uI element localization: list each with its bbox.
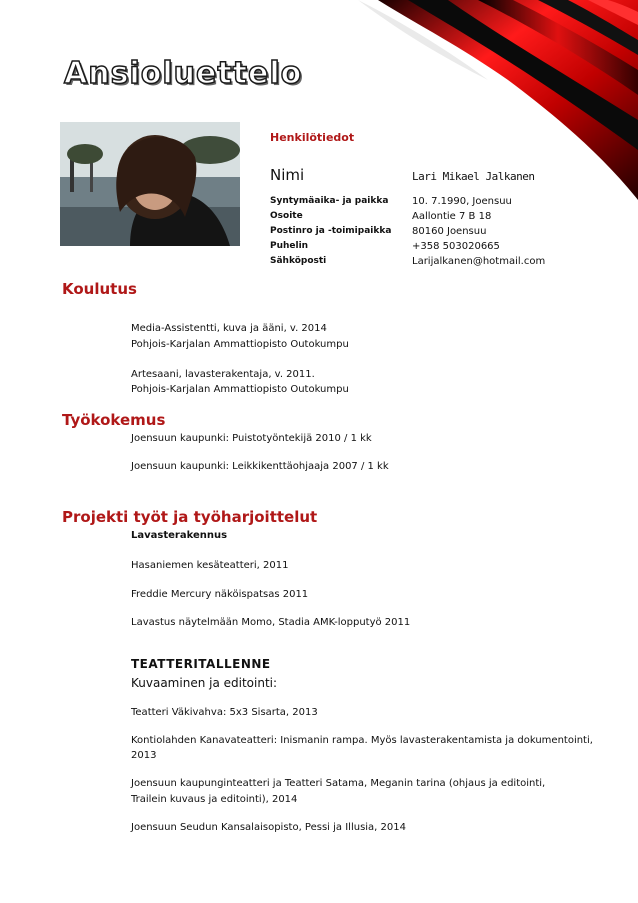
work-heading: Työkokemus xyxy=(62,411,166,429)
postal-label: Postinro ja -toimipaikka xyxy=(270,226,392,236)
education-line: Media-Assistentti, kuva ja ääni, v. 2014 xyxy=(131,323,327,334)
address-value: Aallontie 7 B 18 xyxy=(412,211,492,222)
teatteritallenne-heading: TEATTERITALLENNE xyxy=(131,657,271,671)
project-line: Lavastus näytelmään Momo, Stadia AMK-lopputyö 2011 xyxy=(131,617,411,628)
name-value: Lari Mikael Jalkanen xyxy=(412,170,535,183)
work-line: Joensuun kaupunki: Puistotyöntekijä 2010 / 1 kk xyxy=(131,433,372,444)
education-line: Pohjois-Karjalan Ammattiopisto Outokumpu xyxy=(131,384,349,395)
phone-value: +358 503020665 xyxy=(412,241,500,252)
project-line: Freddie Mercury näköispatsas 2011 xyxy=(131,589,309,600)
project-line: Hasaniemen kesäteatteri, 2011 xyxy=(131,560,289,571)
education-heading: Koulutus xyxy=(62,280,137,298)
tt-line: Joensuun kaupunginteatteri ja Teatteri Satama, Meganin tarina (ohjaus ja editointi, xyxy=(131,778,546,789)
postal-value: 80160 Joensuu xyxy=(412,226,487,237)
education-line: Artesaani, lavasterakentaja, v. 2011. xyxy=(131,369,315,380)
birth-label: Syntymäaika- ja paikka xyxy=(270,196,389,206)
document-title: Ansioluettelo xyxy=(64,56,303,91)
education-line: Pohjois-Karjalan Ammattiopisto Outokumpu xyxy=(131,339,349,350)
phone-label: Puhelin xyxy=(270,241,309,251)
work-line: Joensuun kaupunki: Leikkikenttäohjaaja 2007 / 1 kk xyxy=(131,461,389,472)
teatteritallenne-subheading: Kuvaaminen ja editointi: xyxy=(131,676,278,690)
name-label: Nimi xyxy=(270,166,305,184)
tt-line: Teatteri Väkivahva: 5x3 Sisarta, 2013 xyxy=(131,707,318,718)
tt-line: 2013 xyxy=(131,750,157,761)
tt-line: Trailein kuvaus ja editointi), 2014 xyxy=(131,794,298,805)
address-label: Osoite xyxy=(270,211,303,221)
email-label: Sähköposti xyxy=(270,256,327,266)
projects-heading: Projekti työt ja työharjoittelut xyxy=(62,508,318,526)
personal-info-heading: Henkilötiedot xyxy=(270,131,355,144)
projects-subheading: Lavasterakennus xyxy=(131,530,228,541)
birth-value: 10. 7.1990, Joensuu xyxy=(412,196,512,207)
tt-line: Kontiolahden Kanavateatteri: Inismanin rampa. Myös lavasterakentamista ja dokumentointi, xyxy=(131,735,593,746)
tt-line: Joensuun Seudun Kansalaisopisto, Pessi ja Illusia, 2014 xyxy=(131,822,406,833)
profile-photo xyxy=(60,122,240,246)
email-value: Larijalkanen@hotmail.com xyxy=(412,256,546,267)
